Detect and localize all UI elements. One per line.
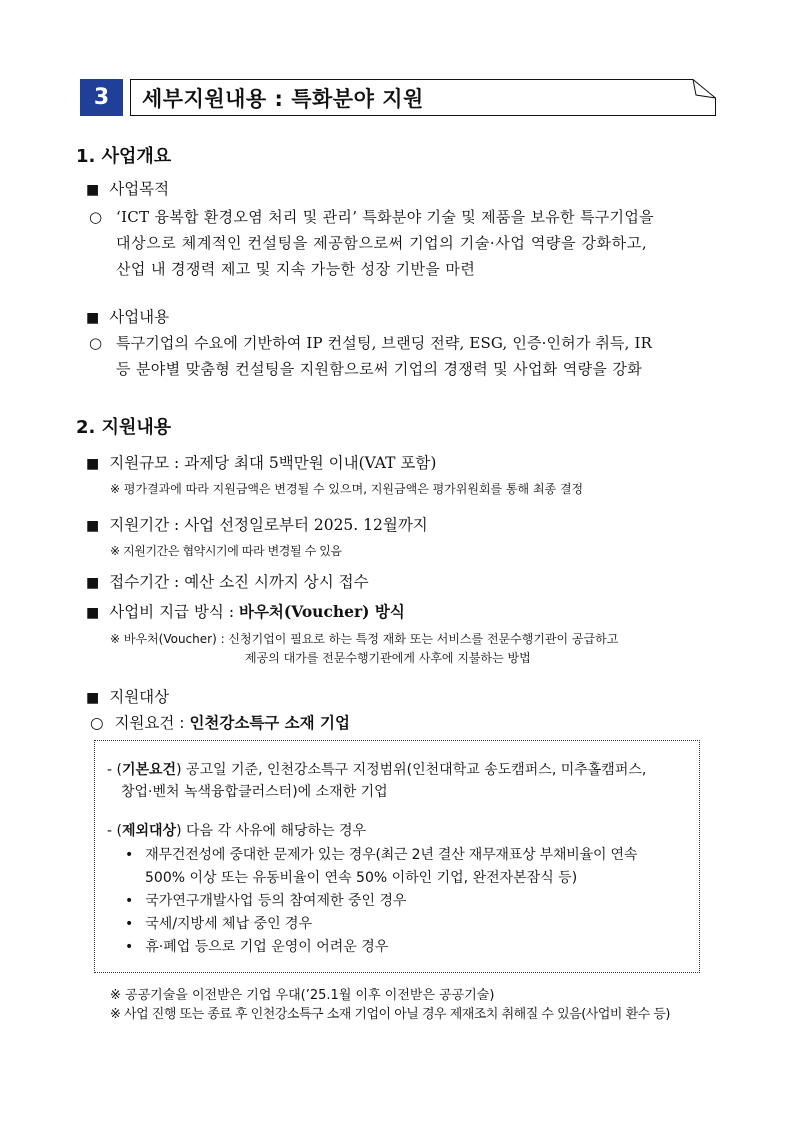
basic-requirement-text: ) 공고일 기준, 인천강소특구 지정범위(인천대학교 송도캠퍼스, 미추홀캠퍼스, (176, 762, 647, 778)
exclusion-bullet-1-text: 재무건전성에 중대한 문제가 있는 경우(최근 2년 결산 재무재표상 부채비율이 연속 (145, 847, 638, 863)
section-number-badge: 3 (80, 79, 123, 116)
target-heading-row (86, 685, 169, 707)
payment-note-line-2: 제공의 대가를 전문수행기관에게 사후에 지불하는 방법 (245, 651, 531, 665)
payment-note-line-1: ※ 바우처(Voucher) : 신청기업이 필요로 하는 특정 재화 또는 서비스를 전문수행기관이 공급하고 (110, 632, 619, 646)
requirement-label: 지원요건 : (114, 714, 190, 732)
dot-bullet-icon: • (125, 893, 134, 909)
exclusion-bullet-1-cont: 500% 이상 또는 유동비율이 연속 50% 이하인 기업, 완전자본잠식 등) (145, 870, 578, 886)
circle-bullet-icon: ○ (90, 714, 104, 732)
requirement-row (90, 711, 350, 733)
payment-label: 사업비 지급 방식 : (109, 603, 239, 621)
period-note: ※ 지원기간은 협약시기에 따라 변경될 수 있음 (110, 544, 342, 558)
target-note-1: ※ 공공기술을 이전받은 기업 우대(’25.1월 이후 이전받은 공공기술) (110, 988, 495, 1003)
purpose-line-3: 산업 내 경쟁력 제고 및 지속 가능한 성장 기반을 마련 (116, 260, 476, 278)
dot-bullet-icon: • (125, 939, 134, 955)
reception-label: 접수기간 : 예산 소진 시까지 상시 접수 (109, 573, 369, 591)
dot-bullet-icon: • (125, 847, 134, 863)
purpose-heading: 사업목적 (109, 180, 170, 198)
section2-title: 2. 지원내용 (76, 417, 172, 438)
section-title: 세부지원내용 : 특화분야 지원 (142, 87, 424, 111)
dot-bullet-icon: • (125, 916, 134, 932)
payment-row (86, 600, 405, 622)
target-note-2: ※ 사업 진행 또는 종료 후 인천강소특구 소재 기업이 아닐 경우 제재조치 취해질 수 있음(사업비 환수 등) (110, 1007, 670, 1022)
exclusion-bullet-4 (125, 936, 388, 956)
payment-value: 바우처(Voucher) 방식 (238, 602, 405, 621)
square-bullet-icon: ■ (86, 575, 100, 591)
basic-requirement-line-1: - (기본요건) 공고일 기준, 인천강소특구 지정범위(인천대학교 송도캠퍼스, 미추홀캠퍼스, (107, 762, 647, 778)
basic-requirement-tag: 기본요건 (121, 762, 177, 778)
exclusion-bullet-4-text: 휴·폐업 등으로 기업 운영이 어려운 경우 (145, 939, 389, 955)
purpose-line-2: 대상으로 체계적인 컨설팅을 제공함으로써 기업의 기술·사업 역량을 강화하고, (116, 234, 648, 252)
square-bullet-icon: ■ (86, 456, 100, 472)
scale-label: 지원규모 : 과제당 최대 5백만원 이내(VAT 포함) (109, 454, 437, 472)
purpose-heading-row (86, 177, 169, 199)
exclusion-line: - (제외대상) 다음 각 사유에 해당하는 경우 (107, 823, 367, 839)
exclusion-tag: 제외대상 (121, 823, 177, 839)
section-title-box (130, 79, 716, 116)
exclusion-text: ) 다음 각 사유에 해당하는 경우 (176, 823, 367, 839)
content-line-1: 특구기업의 수요에 기반하여 IP 컨설팅, 브랜딩 전략, ESG, 인증·인허가 취득, IR (116, 334, 653, 352)
square-bullet-icon: ■ (86, 605, 100, 621)
exclusion-bullet-2-text: 국가연구개발사업 등의 참여제한 중인 경우 (145, 893, 407, 909)
reception-row (86, 570, 369, 592)
requirement-value: 인천강소특구 소재 기업 (189, 714, 350, 732)
period-label: 지원기간 : 사업 선정일로부터 2025. 12월까지 (109, 516, 428, 534)
circle-bullet-icon: ○ (89, 334, 103, 352)
square-bullet-icon: ■ (86, 518, 100, 534)
exclusion-bullet-1 (125, 844, 637, 864)
content-line-2: 등 분야별 맞춤형 컨설팅을 지원함으로써 기업의 경쟁력 및 사업화 역량을 강화 (116, 360, 643, 378)
exclusion-bullet-3-text: 국세/지방세 체납 중인 경우 (145, 916, 313, 932)
dash-icon: - (107, 823, 113, 839)
section1-title: 1. 사업개요 (76, 146, 172, 167)
exclusion-bullet-3 (125, 913, 312, 933)
content-heading-row (86, 305, 169, 327)
purpose-line-1: ‘ICT 융복합 환경오염 처리 및 관리’ 특화분야 기술 및 제품을 보유한 특구기업을 (116, 208, 654, 226)
dash-icon: - (107, 762, 113, 778)
period-row (86, 513, 428, 535)
scale-row (86, 451, 436, 473)
scale-note: ※ 평가결과에 따라 지원금액은 변경될 수 있으며, 지원금액은 평가위원회를 통해 최종 결정 (110, 482, 584, 496)
circle-bullet-icon: ○ (89, 208, 103, 226)
exclusion-bullet-2 (125, 890, 407, 910)
square-bullet-icon: ■ (86, 310, 100, 326)
content-heading: 사업내용 (109, 308, 170, 326)
square-bullet-icon: ■ (86, 690, 100, 706)
target-heading: 지원대상 (109, 688, 170, 706)
square-bullet-icon: ■ (86, 182, 100, 198)
eligibility-box (94, 740, 700, 973)
basic-requirement-line-2: 창업·벤처 녹색융합클러스터)에 소재한 기업 (121, 784, 388, 800)
